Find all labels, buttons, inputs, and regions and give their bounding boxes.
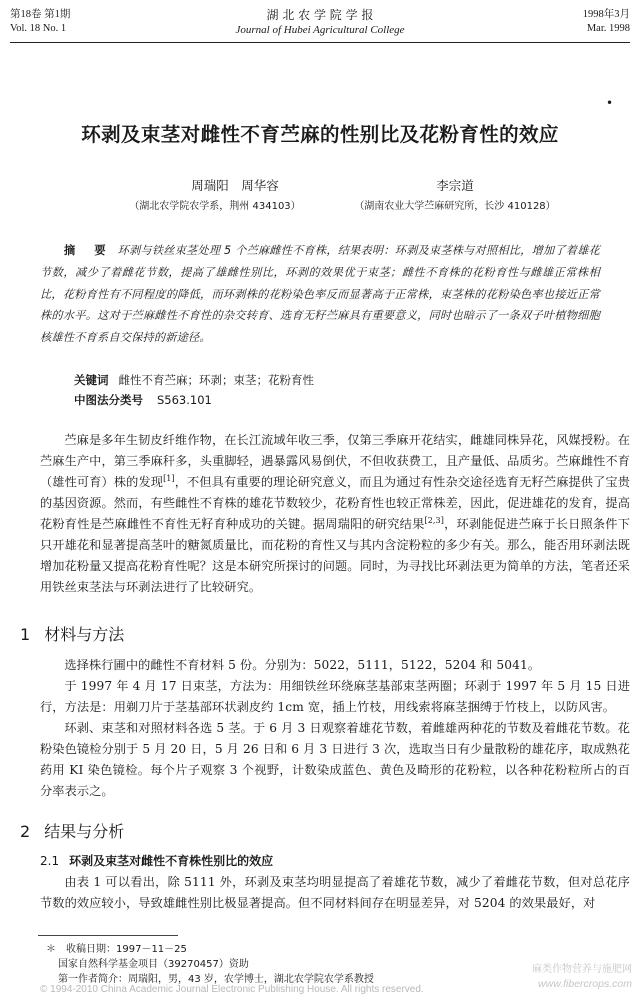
methods-paragraph-3: 环剥、束茎和对照材料各选 5 茎。于 6 月 3 日观察着雄花节数，着雌雄两种花的节数及着雌花节数。花粉染色镜检分别于 5 月 20 日，5 月 26 日和 6 月 3 日进行 3 次，选取当日有少量散粉的雄花序，取成熟花药用 KI 染色镜检。每个片子观察 3 个视野，计数染成蓝色、黄色及畸形的花粉粒，以各种花粉粒所占的百分率表示之。 (40, 721, 630, 798)
footnote-author-bio: 第一作者简介：周瑞阳，男，43 岁，农学博士，湖北农学院农学系教授 (58, 974, 374, 985)
classification-number (74, 391, 212, 409)
footnote-divider (38, 935, 178, 936)
intro-paragraph: 苎麻是多年生韧皮纤维作物，在长江流域年收三季，仅第三季麻开花结实，雌雄同株异花，风媒授粉。在苎麻生产中，第三季麻秆多，头重脚轻，遇暴露风易倒伏，不但收获费工，且产量低、品质劣。苎麻雌性不育（雄性可育）株的发现[1]，不但具有重要的理论研究意义，而且为通过有性杂交途径选育无籽苎麻提供了宝贵的基因资源。然而，有些雌性不育株的雄花节数较少，花粉育性也较正常株差，因此，促进雄花的发育，提高花粉育性是苎麻雌性不育性无籽育种成功的关键。据周瑞阳的研究结果[2,3]，环剥能促进苎麻于长日照条件下只开雄花和显著提高茎叶的糖氮质量比，而花粉的育性又与其内含淀粉粒的多少有关。那么，能否用环剥法既增加花粉量又提高花粉育性呢？这是本研究所探讨的问题。同时，为寻找比环剥法更为简单的方法，笔者还采用铁丝束茎法与环剥法进行了比较研究。 (40, 433, 631, 594)
footnote-received-date: ＊ 收稿日期：1997－11－25 (46, 944, 187, 955)
keywords-label: 关键词 (74, 373, 109, 387)
affiliation-2: （湖南农业大学苎麻研究所，长沙 410128） (354, 201, 556, 212)
journal-header (10, 6, 630, 43)
subsection-heading-2-1: 2.1 环剥及束茎对雌性不育株性别比的效应 (40, 854, 274, 868)
keywords-text: 雌性不育苎麻；环剥；束茎；花粉育性 (118, 373, 314, 387)
title-marker-dot: • (606, 96, 614, 110)
section-heading-methods: 1 材料与方法 (20, 625, 125, 644)
citation-2-3: [2,3] (424, 515, 444, 525)
volume-issue: 第18卷 第1期 Vol. 18 No. 1 (10, 9, 71, 34)
citation-1: [1] (163, 473, 175, 483)
section-heading-results: 2 结果与分析 (20, 822, 125, 841)
journal-name: 湖 北 农 学 院 学 报 Journal of Hubei Agricultural College (235, 8, 405, 36)
results-paragraph-1: 由表 1 可以看出，除 5111 外，环剥及束茎均明显提高了着雄花节数，减少了着雌花节数，但对总花序节数的效应较小，导致雄雌性别比极显著提高。但不同材料间存在明显差异，对 5204 的效果最好，对 (40, 875, 630, 910)
author-group-1: 周瑞阳 周华容 (191, 178, 279, 193)
clc-text: S563.101 (157, 393, 212, 407)
paper-title: 环剥及束茎对雌性不育苎麻的性别比及花粉育性的效应 (81, 123, 559, 146)
publication-date: 1998年3月 Mar. 1998 (582, 9, 630, 34)
methods-paragraph-2: 于 1997 年 4 月 17 日束茎，方法为：用细铁丝环绕麻茎基部束茎两圈；环剥于 1997 年 5 月 15 日进行，方法是：用剃刀片于茎基部环状剥皮约 1cm 宽，插上竹枝，用线索将麻茎捆缚于竹枝上，以防风害。 (40, 679, 630, 714)
keywords (74, 371, 314, 389)
methods-paragraph-1: 选择株行圃中的雌性不育材料 5 份。分别为：5022，5111，5122，5204 和 5041。 (64, 658, 541, 672)
author-group-2: 李宗道 (436, 178, 474, 193)
copyright-notice: © 1994-2010 China Academic Journal Electronic Publishing House. All rights reserved. (40, 984, 424, 995)
abstract-text: 环剥与铁丝束茎处理 5 个苎麻雌性不育株，结果表明：环剥及束茎株与对照相比，增加了着雄花节数，减少了着雌花节数，提高了雄雌性别比，环剥的效果优于束茎；雌性不育株的花粉育性与雌雄正常株相比，花粉育性有不同程度的降低，而环剥株的花粉染色率反而显著高于正常株，束茎株的花粉染色率也接近正常株的水平。这对于苎麻雌性不育性的杂交转育、选育无籽苎麻具有重要意义，同时也暗示了一条双子叶植物细胞核雄性不育系自交保持的新途径。 (40, 244, 600, 345)
clc-label: 中图法分类号 (74, 393, 143, 407)
site-watermark: 麻类作物营养与施肥网 www.fibercrops.com (532, 964, 632, 990)
affiliation-1: （湖北农学院农学系，荆州 434103） (129, 201, 301, 212)
footnote-funding: 国家自然科学基金项目（39270457）资助 (58, 959, 249, 970)
abstract (40, 240, 600, 349)
abstract-label: 摘 要 (64, 243, 110, 257)
